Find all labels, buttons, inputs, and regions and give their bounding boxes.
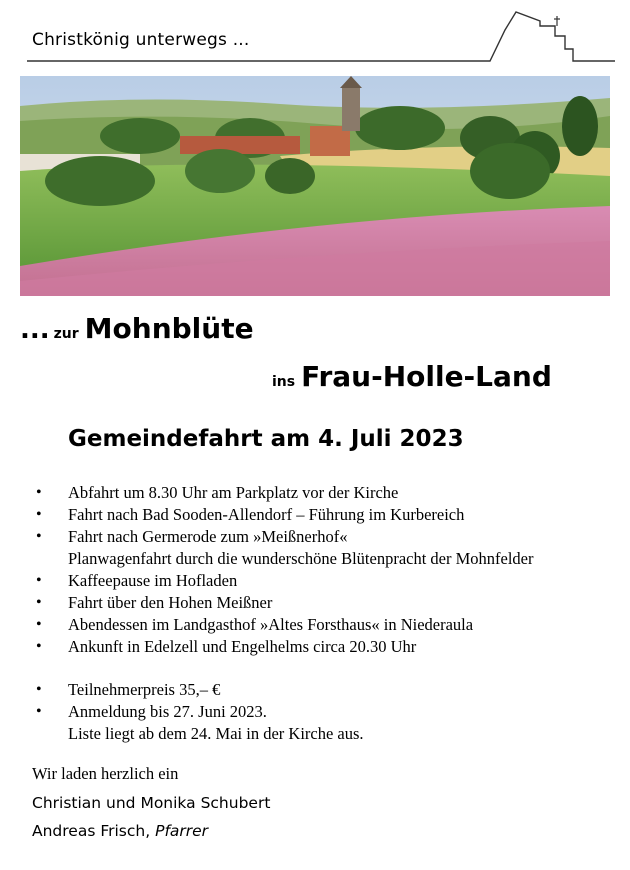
list-item-text: Kaffeepause im Hofladen [68,571,238,590]
list-item [34,482,534,504]
list-item-text-continued: Liste liegt ab dem 24. Mai in der Kirche aus. [68,724,364,743]
list-item-text-continued: Planwagenfahrt durch die wunderschöne Blütenpracht der Mohnfelder [68,549,534,568]
header-title: Christkönig unterwegs ... [32,30,250,50]
closing-invite: Wir laden herzlich ein [32,764,179,783]
list-item-text: Ankunft in Edelzell und Engelhelms circa 20.30 Uhr [68,637,417,656]
title-line-1 [20,312,254,345]
list-item-text: Abendessen im Landgasthof »Altes Forsthaus« in Niederaula [68,615,474,634]
title-prefix-1: zur [53,326,79,342]
closing-names: Christian und Monika Schubert [32,794,271,812]
list-item [34,570,534,592]
title-prefix-2: ins [272,374,296,390]
program-list [34,482,534,658]
list-item [34,679,364,701]
title-main-2: Frau-Holle-Land [301,360,552,393]
list-item [34,504,534,526]
subtitle: Gemeindefahrt am 4. Juli 2023 [68,426,464,452]
title-main-1: Mohnblüte [84,312,254,345]
pastor-name: Andreas Frisch, [32,822,151,840]
closing-pastor [32,822,208,840]
pastor-role: Pfarrer [155,822,209,840]
title-dots: ... [20,315,50,345]
list-item-text: Fahrt über den Hohen Meißner [68,593,273,612]
list-item [34,526,534,570]
list-item [34,614,534,636]
title-line-2 [272,360,552,393]
list-item [34,701,364,745]
list-item [34,636,534,658]
list-item-text: Fahrt nach Germerode zum »Meißnerhof« [68,527,348,546]
list-item-text: Fahrt nach Bad Sooden-Allendorf – Führung im Kurbereich [68,505,465,524]
list-item-text: Anmeldung bis 27. Juni 2023. [68,702,267,721]
church-outline-icon [0,0,630,70]
list-item [34,592,534,614]
landscape-poppy-field-photo [20,76,610,296]
details-list [34,679,364,745]
list-item-text: Teilnehmerpreis 35,– € [68,680,221,699]
list-item-text: Abfahrt um 8.30 Uhr am Parkplatz vor der Kirche [68,483,399,502]
